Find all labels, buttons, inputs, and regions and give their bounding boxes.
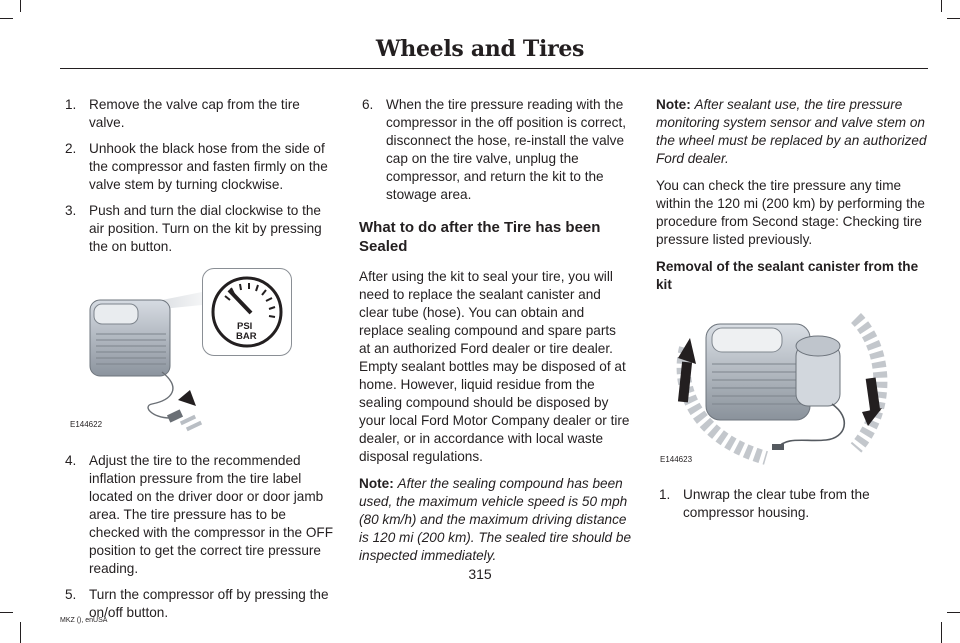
- list-item: [62, 96, 338, 132]
- step-number: 1.: [659, 487, 671, 502]
- compressor-illustration: [62, 268, 338, 432]
- compressor-gauge-figure: [62, 268, 338, 432]
- compressor-rotation-illustration: [656, 308, 928, 466]
- crop-mark: [20, 0, 21, 12]
- note: [656, 96, 928, 168]
- column-3: [656, 96, 928, 530]
- page-title: Wheels and Tires: [375, 36, 585, 62]
- step-number: 1.: [65, 97, 77, 112]
- column-1: [62, 96, 338, 630]
- subheading: Removal of the sealant canister from the kit: [656, 259, 919, 292]
- gauge-label-psi: PSI: [237, 321, 253, 332]
- crop-mark: [0, 18, 13, 19]
- note: [359, 475, 631, 565]
- figure-code: E144623: [660, 455, 693, 464]
- gauge-label-bar: BAR: [236, 331, 257, 342]
- list-item: [62, 452, 338, 578]
- step-text: When the tire pressure reading with the compressor in the off position is correct, disconnect the hose, re-install the valve cap on the tire valve, unplug the compressor, and return the kit to the stowage area.: [386, 97, 627, 202]
- page-number: 315: [468, 566, 492, 582]
- paragraph: You can check the tire pressure any time within the 120 mi (200 km) by performing the procedure from Second stage: Checking tire pressure listed previously.: [656, 178, 925, 247]
- footer-code: MKZ (), enUSA: [60, 617, 108, 624]
- section-heading: What to do after the Tire has been Sealed: [359, 219, 601, 255]
- gauge-inset: [202, 268, 292, 356]
- step-number: 3.: [65, 203, 77, 218]
- sealant-canister-figure: [656, 308, 928, 466]
- crop-mark: [941, 622, 942, 643]
- crop-mark: [941, 0, 942, 12]
- step-text: Adjust the tire to the recommended inflation pressure from the tire label located on the driver door or door jamb area. The tire pressure has to be checked with the compressor in the OFF position to get the correct tire pressure reading.: [89, 453, 334, 576]
- note-text: After the sealing compound has been used, the maximum vehicle speed is 50 mph (80 km/h) and the maximum driving distance is 120 mi (200 km). The sealed tire should be inspected immediately.: [359, 476, 632, 563]
- crop-mark: [20, 622, 21, 643]
- crop-mark: [0, 612, 13, 613]
- list-item: [656, 486, 928, 522]
- column-2: [359, 96, 631, 574]
- list-item: [62, 202, 338, 256]
- step-text: Turn the compressor off by pressing the on/off button.: [89, 587, 329, 620]
- header-rule: [60, 68, 928, 69]
- step-number: 5.: [65, 587, 77, 602]
- step-number: 2.: [65, 141, 77, 156]
- list-item: [62, 140, 338, 194]
- note-label: Note:: [359, 476, 394, 491]
- step-text: Unhook the black hose from the side of the compressor and fasten firmly on the valve stem by turning clockwise.: [89, 141, 328, 192]
- figure-code: E144622: [70, 420, 103, 429]
- step-number: 4.: [65, 453, 77, 468]
- step-text: Remove the valve cap from the tire valve.: [89, 97, 300, 130]
- step-text: Push and turn the dial clockwise to the air position. Turn on the kit by pressing the on button.: [89, 203, 322, 254]
- paragraph: After using the kit to seal your tire, you will need to replace the sealant canister and clear tube (hose). You can obtain and replace sealing compound and spare parts at an authorized Ford dealer or tire dealer. Empty sealant bottles may be disposed of at home. However, liquid residue from the sealing compound should be disposed by your local Ford Motor Company dealer or tire dealer, or in accordance with local waste disposal regulations.: [359, 269, 630, 464]
- note-label: Note:: [656, 97, 691, 112]
- note-text: After sealant use, the tire pressure monitoring system sensor and valve stem on the wheel must be replaced by an authorized Ford dealer.: [656, 97, 927, 166]
- crop-mark: [947, 612, 960, 613]
- crop-mark: [947, 18, 960, 19]
- step-text: Unwrap the clear tube from the compressor housing.: [683, 487, 870, 520]
- list-item: [359, 96, 631, 204]
- step-number: 6.: [362, 97, 374, 112]
